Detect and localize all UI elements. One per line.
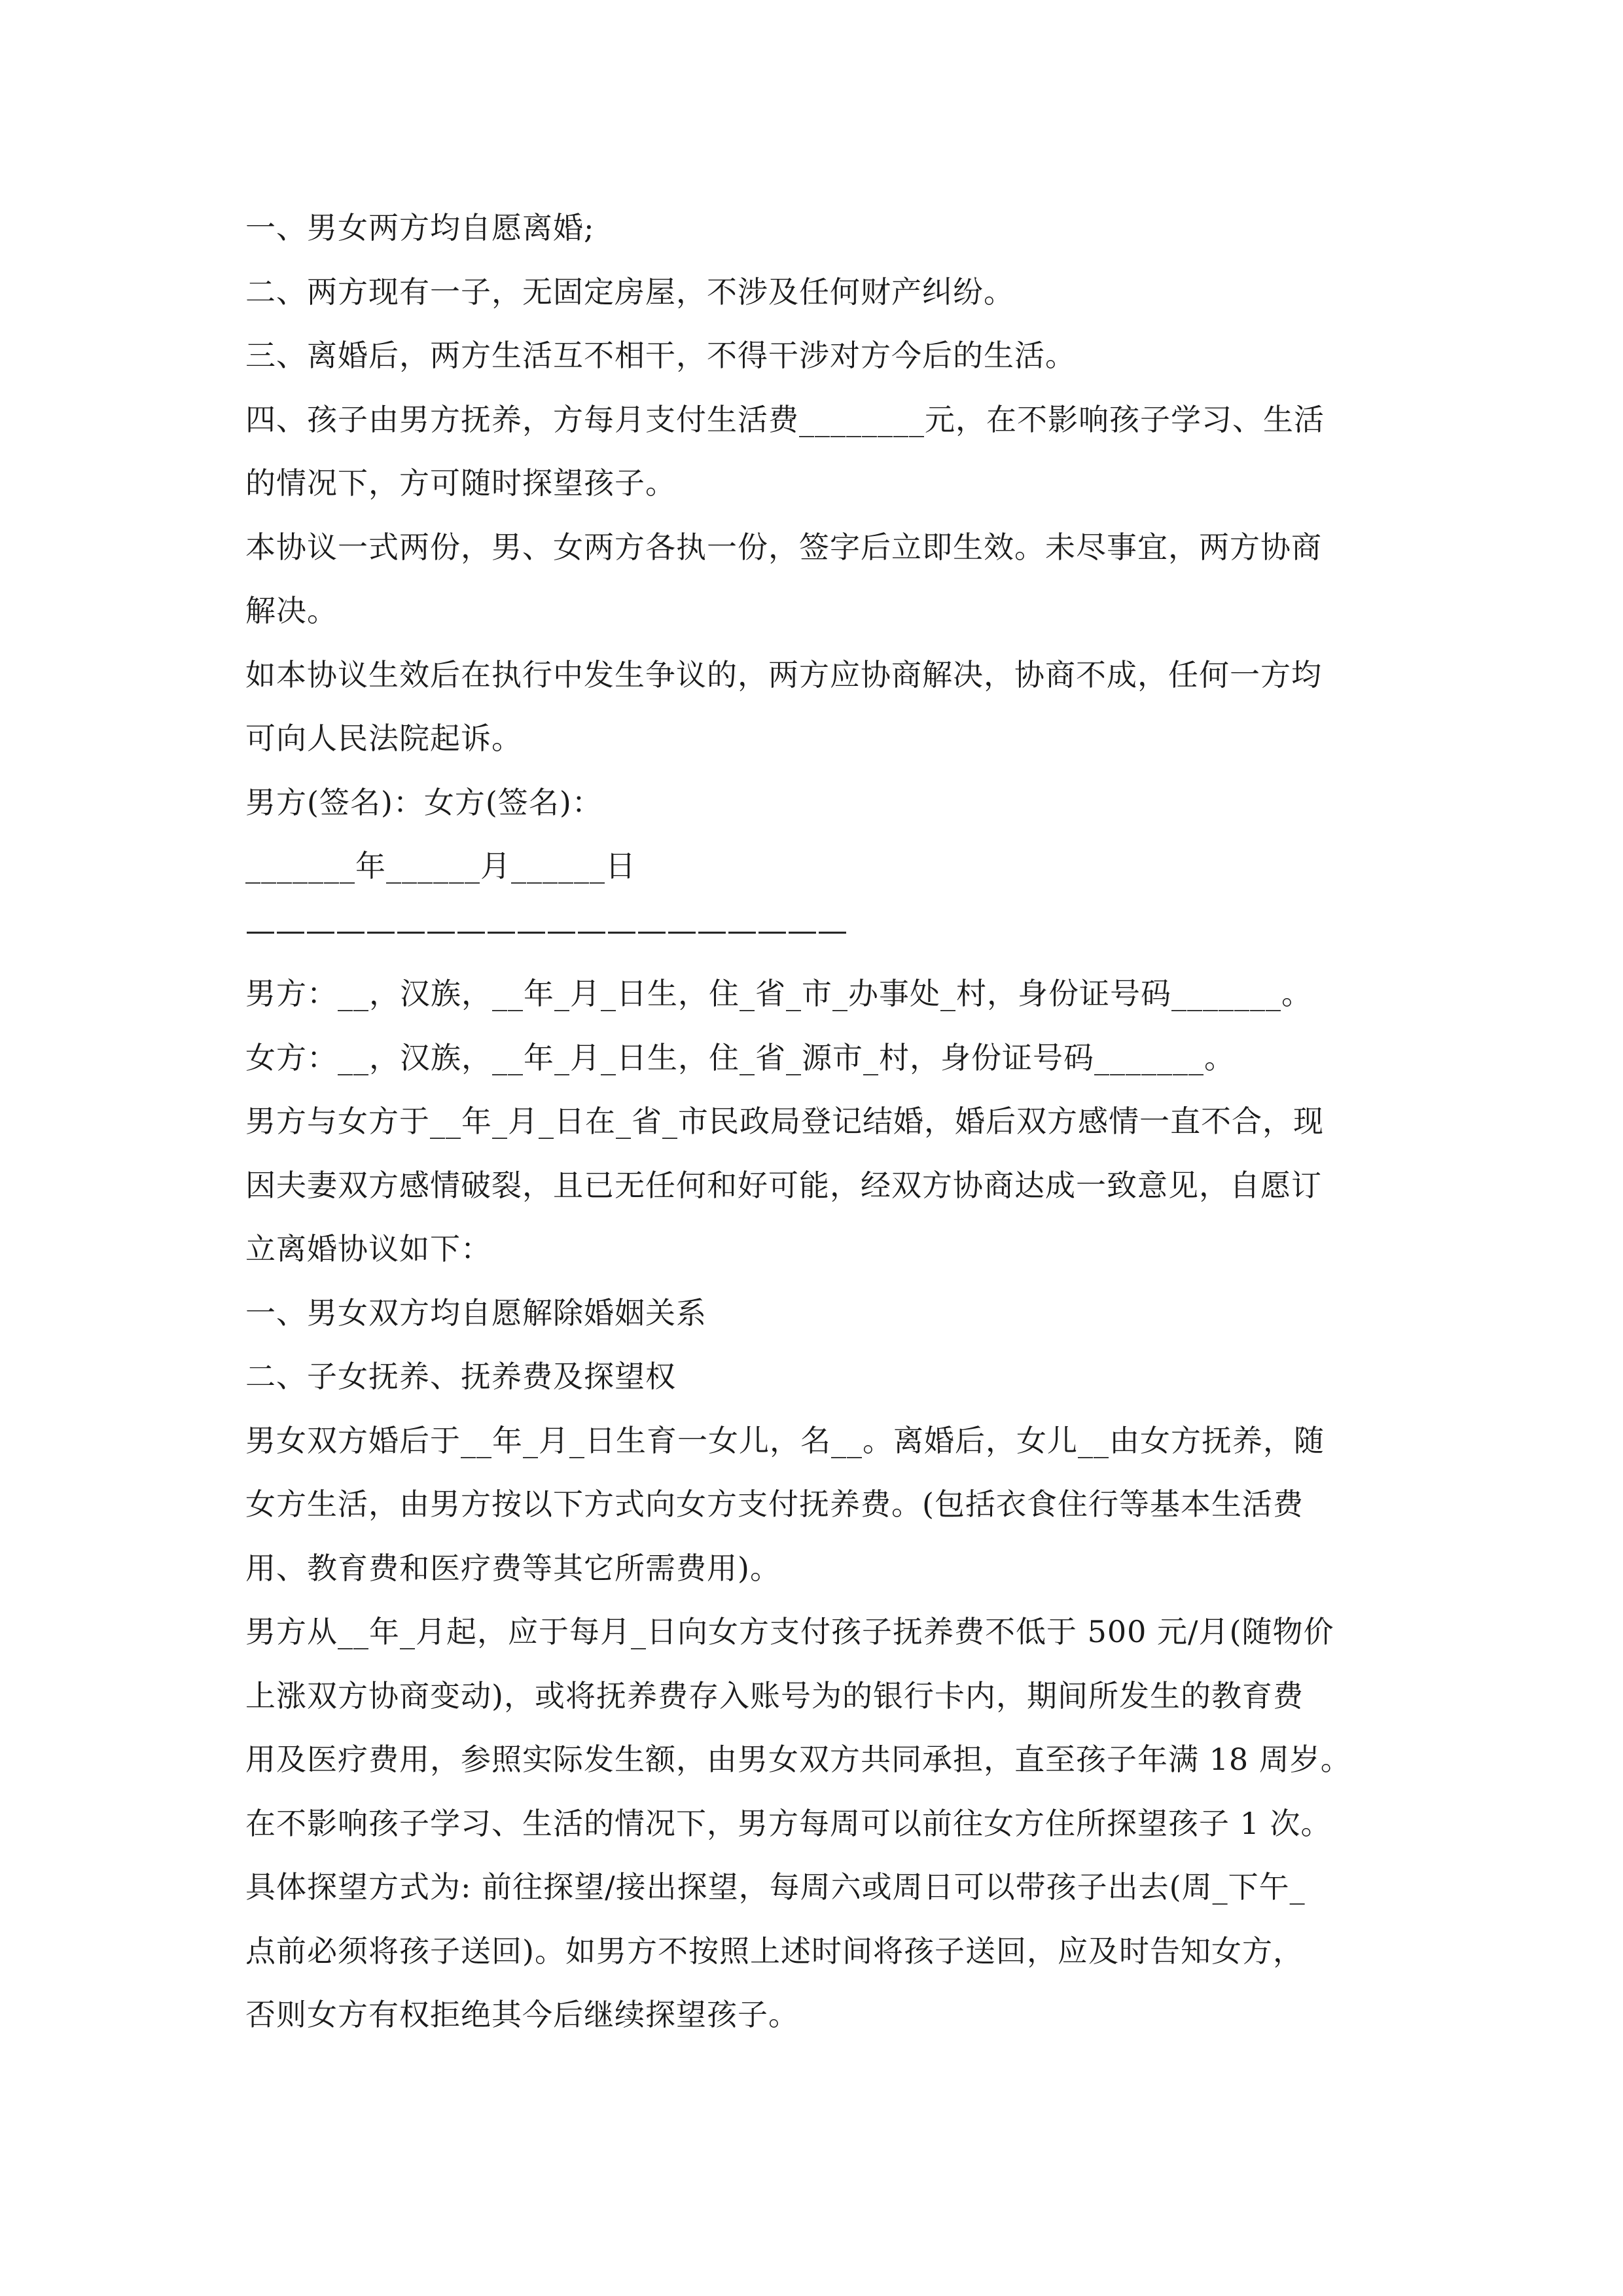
text-line: 本协议一式两份，男、女两方各执一份，签字后立即生效。未尽事宜，两方协商: [245, 529, 1322, 565]
text-line: 在不影响孩子学习、生活的情况下，男方每周可以前往女方住所探望孩子 1 次。: [245, 1805, 1332, 1841]
text-line: 一、男女两方均自愿离婚;: [245, 210, 595, 245]
text-line: 用及医疗费用，参照实际发生额，由男女双方共同承担，直至孩子年满 18 周岁。: [245, 1742, 1351, 1777]
text-line: 二、两方现有一子，无固定房屋，不涉及任何财产纠纷。: [245, 274, 1014, 310]
text-line: 女方：__，汉族，__年_月_日生，住_省_源市_村，身份证号码_______。: [245, 1039, 1235, 1075]
document-body: [245, 196, 1397, 2047]
text-line: 如本协议生效后在执行中发生争议的，两方应协商解决，协商不成，任何一方均: [245, 656, 1322, 692]
text-line: 立离婚协议如下：: [245, 1231, 491, 1266]
text-line: 女方生活，由男方按以下方式向女方支付抚养费。(包括衣食住行等基本生活费: [245, 1486, 1304, 1522]
text-line: 的情况下，方可随时探望孩子。: [245, 465, 676, 501]
text-line: 男方：__，汉族，__年_月_日生，住_省_市_办事处_村，身份证号码_______。: [245, 976, 1312, 1011]
text-line: 具体探望方式为: 前往探望/接出探望，每周六或周日可以带孩子出去(周_下午_: [245, 1869, 1306, 1905]
text-line: 因夫妻双方感情破裂，且已无任何和好可能，经双方协商达成一致意见，自愿订: [245, 1167, 1322, 1203]
text-line: 男方从__年_月起，应于每月_日向女方支付孩子抚养费不低于 500 元/月(随物价: [245, 1614, 1334, 1649]
date-line: _______年______月______日: [245, 848, 636, 884]
text-line: 四、孩子由男方抚养，方每月支付生活费________元，在不影响孩子学习、生活: [245, 401, 1325, 437]
text-line: 否则女方有权拒绝其今后继续探望孩子。: [245, 1997, 799, 2032]
text-line: 三、离婚后，两方生活互不相干，不得干涉对方今后的生活。: [245, 338, 1076, 373]
separator-line: ————————————————————: [245, 912, 847, 948]
text-line: 解决。: [245, 593, 338, 628]
text-line: 男女双方婚后于__年_月_日生育一女儿，名__。离婚后，女儿__由女方抚养，随: [245, 1422, 1325, 1458]
text-line: 二、子女抚养、抚养费及探望权: [245, 1359, 676, 1394]
text-line: 上涨双方协商变动)，或将抚养费存入账号为的银行卡内，期间所发生的教育费: [245, 1677, 1304, 1713]
text-line: 一、男女双方均自愿解除婚姻关系: [245, 1295, 707, 1331]
text-line: 可向人民法院起诉。: [245, 721, 522, 756]
signature-line: 男方(签名)：女方(签名)：: [245, 784, 603, 820]
text-line: 点前必须将孩子送回)。如男方不按照上述时间将孩子送回，应及时告知女方，: [245, 1933, 1304, 1969]
text-line: 用、教育费和医疗费等其它所需费用)。: [245, 1550, 781, 1586]
text-line: 男方与女方于__年_月_日在_省_市民政局登记结婚，婚后双方感情一直不合，现: [245, 1103, 1324, 1139]
